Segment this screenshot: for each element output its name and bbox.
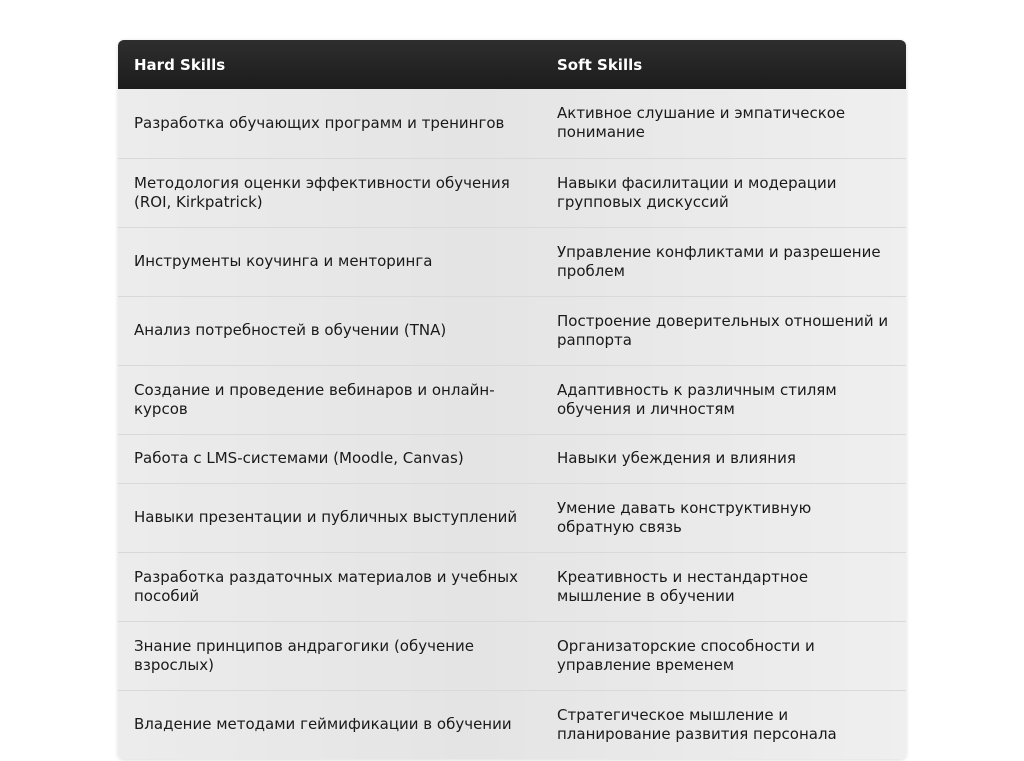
hard-skill-cell: Навыки презентации и публичных выступлений: [134, 508, 518, 526]
table-row: [118, 621, 906, 690]
hard-skill-cell: Работа с LMS-системами (Moodle, Canvas): [134, 449, 464, 467]
skills-table: [118, 40, 906, 759]
skills-table-container: [118, 40, 906, 759]
table-row: [118, 483, 906, 552]
header-hard-skills: Hard Skills: [134, 55, 226, 74]
table-row: [118, 296, 906, 365]
hard-skill-cell: Создание и проведение вебинаров и онлайн-курсов: [134, 380, 495, 418]
hard-skill-cell: Разработка обучающих программ и тренингов: [134, 113, 505, 132]
soft-skill-cell: Адаптивность к различным стилям обучения и личностям: [557, 380, 837, 418]
soft-skill-cell: Построение доверительных отношений и раппорта: [557, 311, 889, 349]
hard-skill-cell: Знание принципов андрагогики (обучение взрослых): [134, 636, 474, 674]
soft-skill-cell: Навыки убеждения и влияния: [557, 449, 796, 467]
table-row: [118, 227, 906, 296]
soft-skill-cell: Стратегическое мышление и планирование развития персонала: [557, 705, 837, 743]
soft-skill-cell: Навыки фасилитации и модерации групповых дискуссий: [557, 173, 837, 211]
table-row: [118, 365, 906, 434]
table-row: [118, 552, 906, 621]
table-header-row: [118, 40, 906, 89]
table-row: [118, 690, 906, 759]
table-row: [118, 434, 906, 483]
soft-skill-cell: Организаторские способности и управление временем: [557, 636, 815, 674]
hard-skill-cell: Анализ потребностей в обучении (TNA): [134, 321, 447, 339]
soft-skill-cell: Активное слушание и эмпатическое понимание: [557, 104, 846, 142]
soft-skill-cell: Управление конфликтами и разрешение проблем: [557, 242, 881, 280]
hard-skill-cell: Методология оценки эффективности обучения (ROI, Kirkpatrick): [134, 173, 510, 211]
header-soft-skills: Soft Skills: [557, 55, 643, 74]
soft-skill-cell: Умение давать конструктивную обратную связь: [557, 498, 812, 536]
hard-skill-cell: Разработка раздаточных материалов и учебных пособий: [134, 567, 519, 605]
table-row: [118, 158, 906, 227]
table-row: [118, 89, 906, 158]
hard-skill-cell: Владение методами геймификации в обучении: [134, 715, 512, 734]
hard-skill-cell: Инструменты коучинга и менторинга: [134, 252, 433, 270]
soft-skill-cell: Креативность и нестандартное мышление в обучении: [557, 567, 809, 605]
